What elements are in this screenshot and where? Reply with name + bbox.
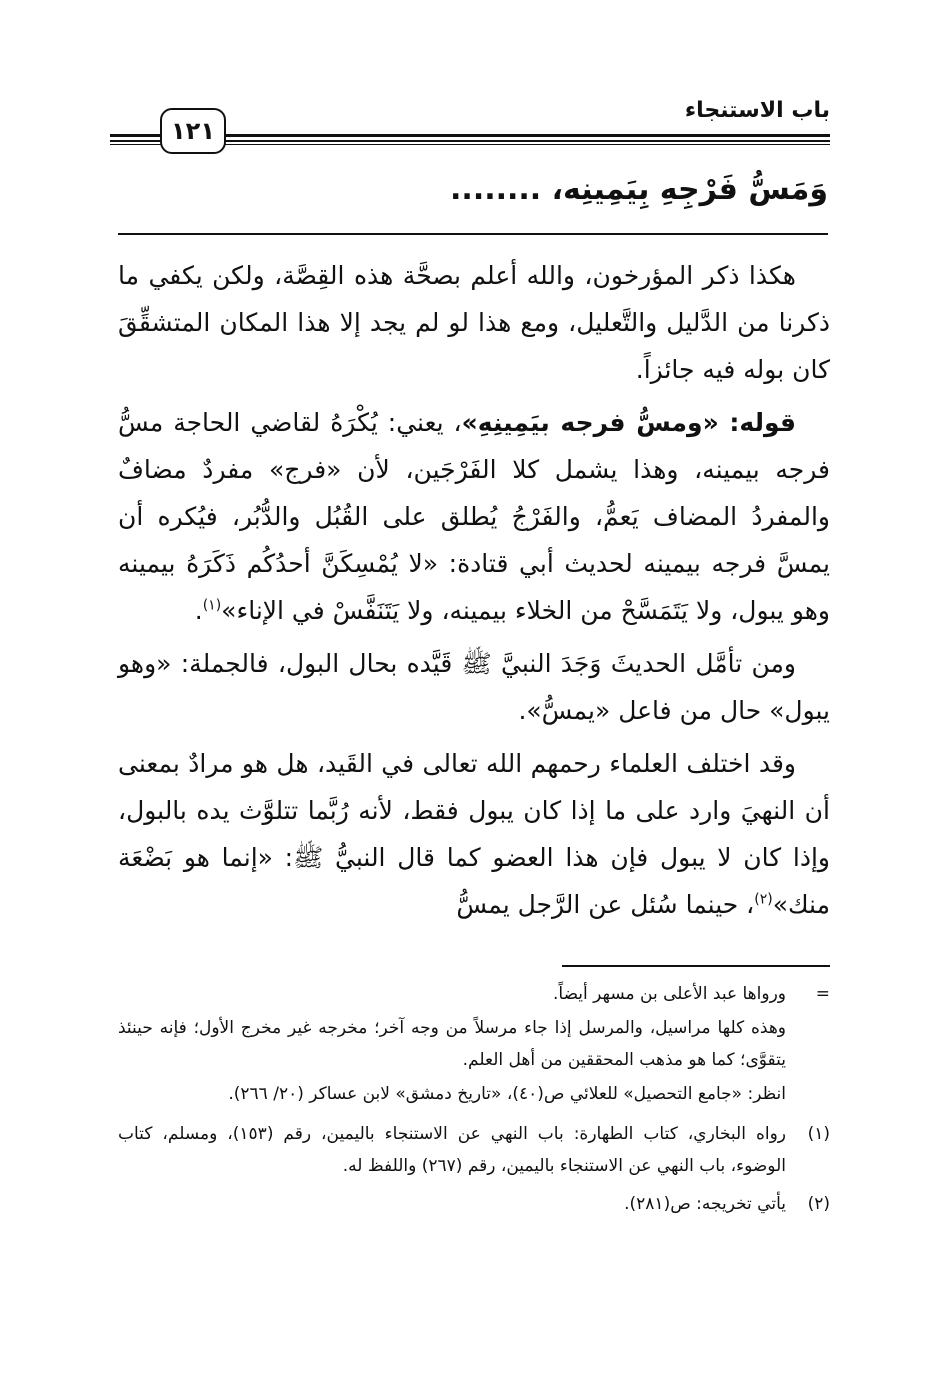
paragraph-2 — [118, 399, 830, 634]
chapter-title: باب الاستنجاء — [684, 98, 830, 123]
footnote-ref-2[interactable]: (٢) — [754, 891, 773, 908]
footnote-2-marker: (٢) — [807, 1194, 830, 1214]
paragraph-4-text-a: وقد اختلف العلماء رحمهم الله تعالى في القَيد، هل هو مرادٌ بمعنى أن النهيَ وارد على ما إذا كان يبول فقط، لأنه رُبَّما تتلوَّث يده بالبول، وإذا كان لا يبول فإن هذا العضو كما قال النبيُّ ﷺ: «إنما هو بَضْعَة منك» — [118, 749, 830, 919]
page-number: ١٢١ — [160, 108, 226, 154]
paragraph-4 — [118, 740, 830, 928]
footnote-2-text: يأتي تخريجه: ص(٢٨١). — [624, 1194, 786, 1214]
footnote-1 — [118, 1118, 830, 1182]
paragraph-2-lead: قوله: «ومسُّ فرجه بيَمِينِهِ» — [461, 408, 796, 437]
footnote-1-marker: (١) — [807, 1124, 830, 1144]
footnotes — [118, 978, 830, 1226]
page-header — [110, 96, 830, 160]
paragraph-3: ومن تأمَّل الحديثَ وَجَدَ النبيَّ ﷺ قَيَّده بحال البول، فالجملة: «وهو يبول» حال من فاعل «يمسُّ». — [118, 649, 830, 725]
paragraph-2-text: ، يعني: يُكْرَهُ لقاضي الحاجة مسُّ فرجه بيمينه، وهذا يشمل كلا الفَرْجَين، لأن «فرج» مفردٌ مضافٌ والمفردُ المضاف يَعمُّ، والفَرْجُ يُطلق على القُبُل والدُّبُر، فيُكره أن يمسَّ فرجه بيمينه لحديث أبي قتادة: «لا يُمْسِكَنَّ أحدُكُم ذَكَرَهُ بيمينه وهو يبول، ولا يَتَمَسَّحْ من الخلاء بيمينه، ولا يَتَنَفَّسْ في الإناء» — [118, 408, 830, 625]
footnote-ref-1[interactable]: (١) — [202, 597, 222, 614]
matn-quote: وَمَسُّ فَرْجِهِ بِيَمِينِه، ........ — [450, 172, 828, 207]
footnote-divider — [562, 965, 830, 967]
paragraph-2-end: . — [194, 596, 203, 625]
footnote-continuation-line: انظر: «جامع التحصيل» للعلائي ص(٤٠)، «تاريخ دمشق» لابن عساكر (٢٠/ ٢٦٦). — [228, 1084, 786, 1104]
paragraph-4-text-b: ، حينما سُئل عن الرَّجل يمسُّ — [456, 890, 755, 919]
footnote-continuation-line: ورواها عبد الأعلى بن مسهر أيضاً. — [552, 984, 786, 1004]
footnote-continuation-line: وهذه كلها مراسيل، والمرسل إذا جاء مرسلاً من وجه آخر؛ مخرجه غير مخرج الأول؛ فإنه حينئذ يتقوَّى؛ كما هو مذهب المحققين من أهل العلم. — [118, 1018, 786, 1070]
paragraph-1: هكذا ذكر المؤرخون، والله أعلم بصحَّة هذه القِصَّة، ولكن يكفي ما ذكرنا من الدَّليل والتَّعليل، ومع هذا لو لم يجد إلا هذا المكان المتشقِّقَ كان بوله فيه جائزاً. — [118, 261, 830, 384]
main-text — [118, 252, 830, 934]
footnote-1-text: رواه البخاري، كتاب الطهارة: باب النهي عن الاستنجاء باليمين، رقم (١٥٣)، ومسلم، كتاب الوضوء، باب النهي عن الاستنجاء باليمين، رقم (٢٦٧) واللفظ له. — [118, 1124, 786, 1176]
footnote-continuation — [118, 978, 830, 1112]
footnote-continuation-marker: = — [815, 984, 830, 1004]
matn-divider — [118, 233, 828, 235]
footnote-2 — [118, 1188, 830, 1220]
